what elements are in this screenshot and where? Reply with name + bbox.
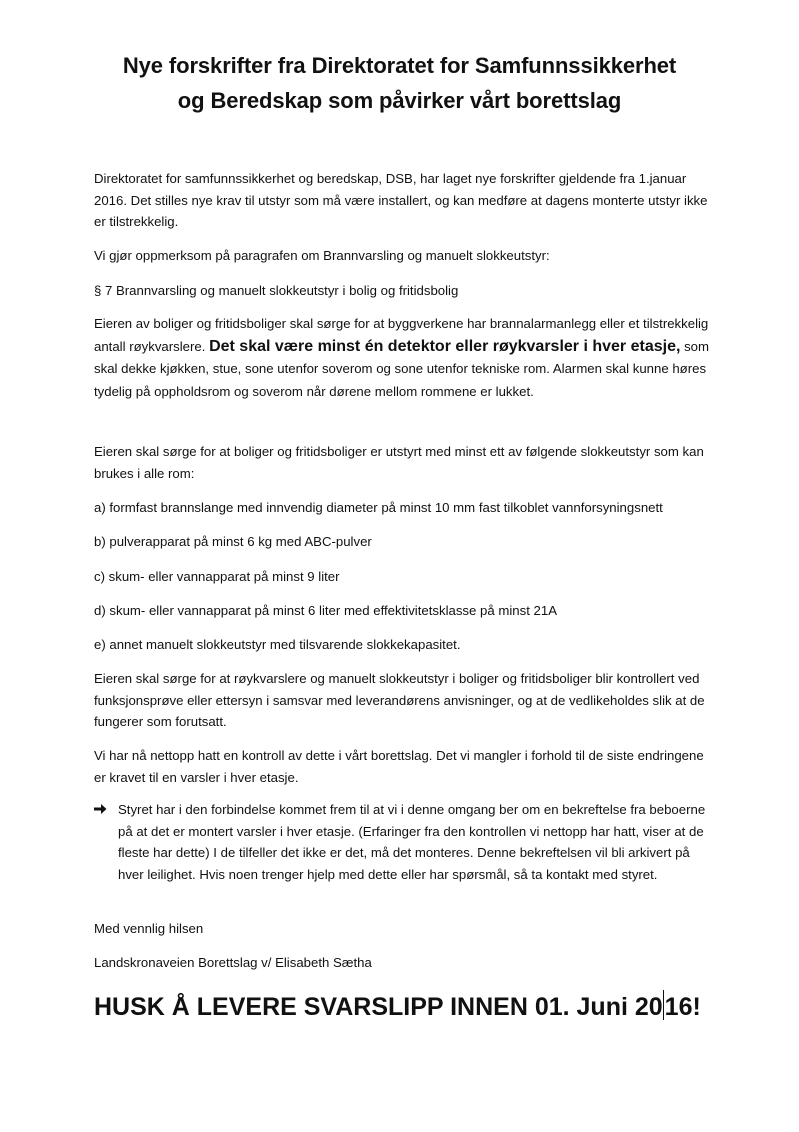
list-item-d: d) skum- eller vannapparat på minst 6 liter med effektivitetsklasse på minst 21A <box>94 603 557 618</box>
control-paragraph: Vi har nå nettopp hatt en kontroll av dette i vårt borettslag. Det vi mangler i forhold til de siste endringene er kravet til en varsler i hver etasje. <box>94 748 704 785</box>
title-line-2: og Beredskap som påvirker vårt borettslag <box>177 88 622 113</box>
reminder-text-end: 16! <box>664 993 701 1021</box>
reminder-heading <box>94 988 754 1026</box>
smoke-detector-text-end: som skal dekke kjøkken, stue, sone utenfor soverom og sone utenfor tekniske rom. Alarmen skal kunne høres tydelig på oppholdsrom og soverom når dørene mellom rommene er lukket. <box>94 338 709 399</box>
intro-paragraph: Direktoratet for samfunnssikkerhet og beredskap, DSB, har laget nye forskrifter gjeldende fra 1.januar 2016. Det stilles nye krav til utstyr som må være installert, og kan medføre at dagens monterte utstyr ikke er tilstrekkelig. <box>94 171 708 229</box>
reminder-text-start: HUSK Å LEVERE SVARSLIPP INNEN 01. Juni 20 <box>94 993 663 1021</box>
board-decision-text: Styret har i den forbindelse kommet frem til at vi i denne omgang ber om en bekreftelse fra beboerne på at det er montert varsler i hver etasje. (Erfaringer fra den kontrollen vi nettopp har hatt, viser at de fleste har dette) I de tilfeller det ikke er det, må det monteres. Denne bekreftelsen vil bli arkivert på hver leilighet. Hvis noen trenger hjelp med dette eller har spørsmål, så ta kontakt med styret. <box>118 802 706 882</box>
list-item-b: b) pulverapparat på minst 6 kg med ABC-pulver <box>94 534 372 549</box>
title-line-1: Nye forskrifter fra Direktoratet for Samfunnssikkerhet <box>122 53 677 78</box>
section-heading: § 7 Brannvarsling og manuelt slokkeutstyr i bolig og fritidsbolig <box>94 283 459 298</box>
extinguisher-paragraph: Eieren skal sørge for at boliger og fritidsboliger er utstyrt med minst ett av følgende slokkeutstyr som kan brukes i alle rom: <box>94 444 704 481</box>
signature: Landskronaveien Borettslag v/ Elisabeth Sætha <box>94 955 372 970</box>
smoke-detector-emphasis: Det skal være minst én detektor eller røykvarsler i hver etasje, <box>209 337 681 355</box>
smoke-detector-paragraph <box>94 313 716 403</box>
closing-greeting: Med vennlig hilsen <box>94 921 204 936</box>
attention-paragraph: Vi gjør oppmerksom på paragrafen om Brannvarsling og manuelt slokkeutstyr: <box>94 248 550 263</box>
smoke-detector-text-start: Eieren av boliger og fritidsboliger skal sørge for at byggverkene har brannalarmanlegg eller et tilstrekkelig antall røykvarslere. <box>94 316 709 354</box>
list-item-a: a) formfast brannslange med innvendig diameter på minst 10 mm fast tilkoblet vannforsyningsnett <box>94 500 663 515</box>
list-item-c: c) skum- eller vannapparat på minst 9 liter <box>94 569 340 584</box>
right-arrow-icon <box>94 799 107 821</box>
list-item-e: e) annet manuelt slokkeutstyr med tilsvarende slokkekapasitet. <box>94 637 461 652</box>
maintenance-paragraph: Eieren skal sørge for at røykvarslere og manuelt slokkeutstyr i boliger og fritidsboliger blir kontrollert ved funksjonsprøve eller ettersyn i samsvar med leverandørens anvisninger, og at de vedlikeholdes slik at de fungerer som forutsatt. <box>94 671 705 729</box>
document-title <box>40 48 759 118</box>
